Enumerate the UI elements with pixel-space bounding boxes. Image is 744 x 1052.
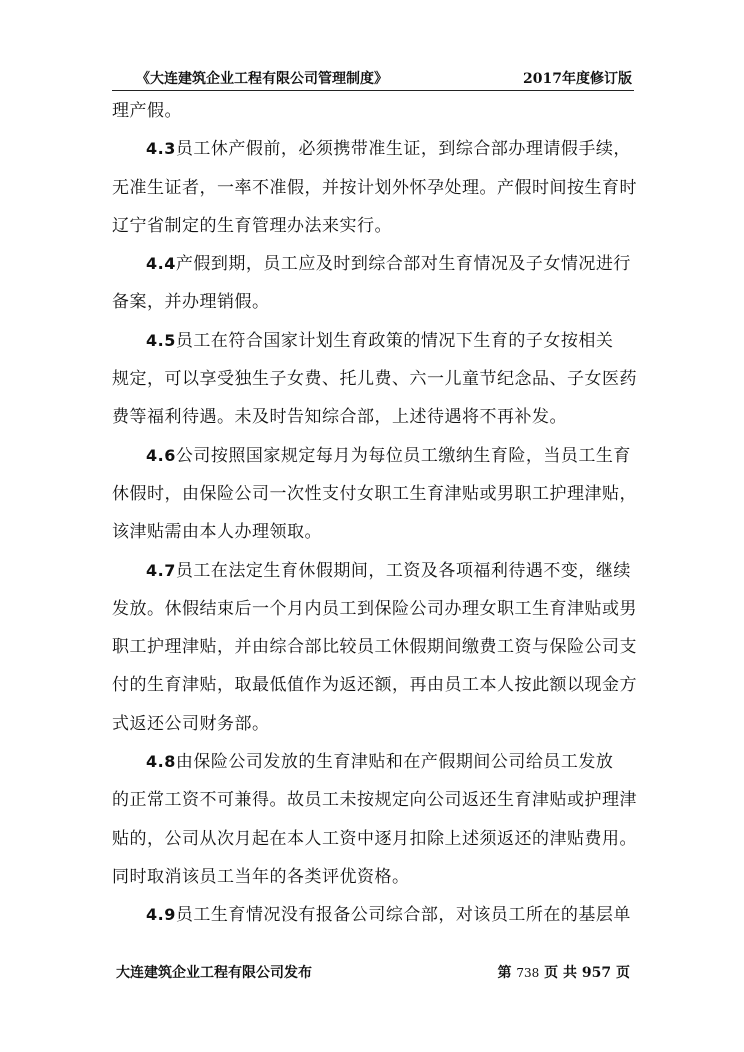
line-text: 规定，可以享受独生子女费、托儿费、六一儿童节纪念品、子女医药	[112, 369, 637, 390]
line-text: 同时取消该员工当年的各类评优资格。	[112, 866, 410, 887]
text-line	[112, 552, 634, 590]
page-mid: 页 共	[544, 965, 578, 981]
clause-number: 4.9	[146, 905, 176, 925]
clause-number: 4.8	[146, 752, 176, 772]
line-text: 员工生育情况没有报备公司综合部，对该员工所在的基层单	[175, 905, 631, 926]
line-text: 贴的，公司从次月起在本人工资中逐月扣除上述须返还的津贴费用。	[112, 828, 637, 849]
text-line	[112, 743, 634, 781]
clause-number: 4.6	[146, 445, 176, 465]
text-line	[112, 130, 634, 168]
line-text: 由保险公司发放的生育津贴和在产假期间公司给员工发放	[175, 752, 614, 773]
edition-label: 2017年度修订版	[523, 71, 632, 87]
text-line	[112, 360, 637, 398]
line-text: 休假时，由保险公司一次性支付女职工生育津贴或男职工护理津贴，	[112, 483, 637, 504]
page-header	[112, 66, 634, 91]
text-line	[112, 628, 637, 666]
text-line	[112, 896, 634, 934]
text-line	[112, 781, 637, 819]
line-text: 该津贴需由本人办理领取。	[112, 522, 322, 543]
line-text: 备案，并办理销假。	[112, 292, 270, 313]
text-line	[112, 437, 634, 475]
page-number: 738	[516, 966, 540, 980]
text-line	[112, 207, 634, 245]
text-line	[112, 590, 637, 628]
line-text: 公司按照国家规定每月为每位员工缴纳生育险，当员工生育	[175, 445, 631, 466]
line-text: 无准生证者，一率不准假，并按计划外怀孕处理。产假时间按生育时	[112, 177, 637, 198]
line-text: 员工在法定生育休假期间，工资及各项福利待遇不变，继续	[175, 560, 631, 581]
line-text: 发放。休假结束后一个月内员工到保险公司办理女职工生育津贴或男	[112, 598, 637, 619]
text-line	[112, 475, 637, 513]
clause-number: 4.5	[146, 330, 176, 350]
text-line	[112, 169, 637, 207]
publisher-label: 大连建筑企业工程有限公司发布	[116, 965, 312, 981]
line-text: 理产假。	[112, 101, 182, 121]
text-line	[112, 322, 634, 360]
text-line	[112, 245, 634, 283]
document-title: 《大连建筑企业工程有限公司管理制度》	[136, 71, 388, 87]
clause-number: 4.3	[146, 139, 176, 159]
line-text: 员工休产假前，必须携带准生证，到综合部办理请假手续，	[175, 139, 631, 160]
text-line	[112, 92, 634, 130]
clause-number: 4.7	[146, 560, 176, 580]
page-total: 957	[581, 965, 612, 981]
line-text: 职工护理津贴，并由综合部比较员工休假期间缴费工资与保险公司支	[112, 637, 637, 658]
line-text: 付的生育津贴，取最低值作为返还额，再由员工本人按此额以现金方	[112, 675, 637, 696]
line-text: 的正常工资不可兼得。故员工未按规定向公司返还生育津贴或护理津	[112, 790, 637, 811]
text-line	[112, 820, 637, 858]
text-line	[112, 666, 637, 704]
line-text: 员工在符合国家计划生育政策的情况下生育的子女按相关	[175, 330, 614, 351]
page-footer	[112, 962, 634, 982]
page-suffix: 页	[616, 965, 630, 981]
document-body	[112, 92, 637, 935]
line-text: 产假到期，员工应及时到综合部对生育情况及子女情况进行	[175, 254, 631, 275]
clause-number: 4.4	[146, 254, 176, 274]
line-text: 辽宁省制定的生育管理办法来实行。	[112, 215, 392, 236]
line-text: 式返还公司财务部。	[112, 713, 270, 734]
page-indicator	[497, 962, 630, 982]
page-prefix: 第	[497, 965, 512, 981]
text-line	[112, 513, 634, 551]
line-text: 费等福利待遇。未及时告知综合部，上述待遇将不再补发。	[112, 407, 567, 428]
text-line	[112, 398, 634, 436]
text-line	[112, 283, 634, 321]
text-line	[112, 858, 634, 896]
text-line	[112, 705, 634, 743]
